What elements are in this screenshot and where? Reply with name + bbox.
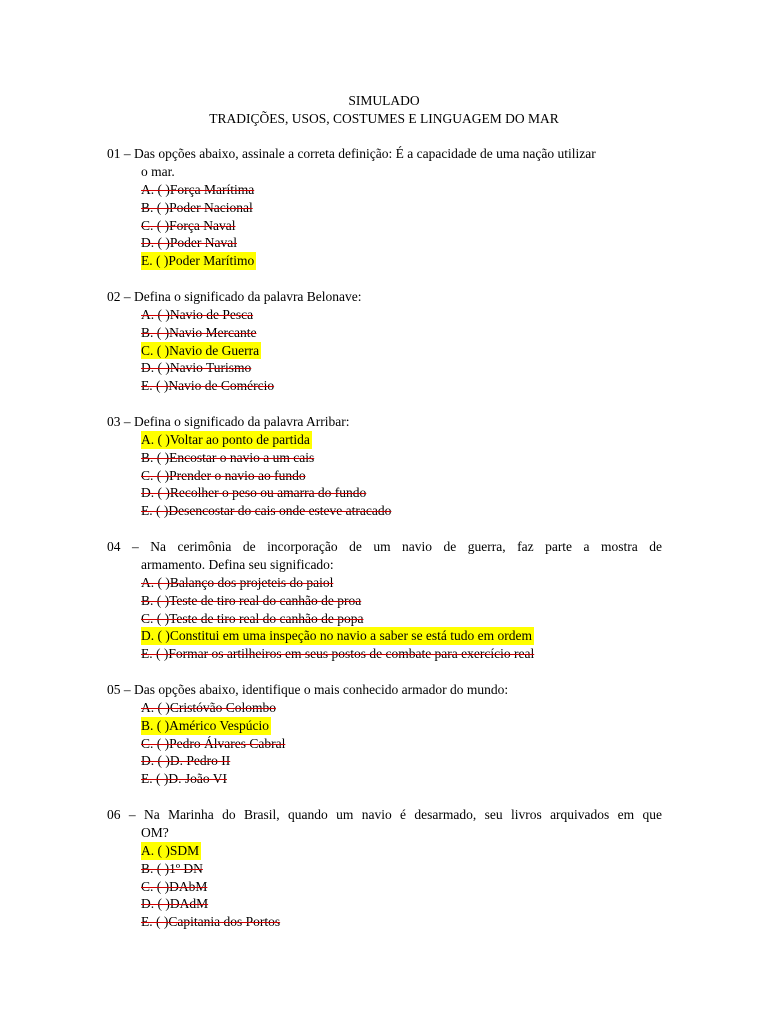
option-label: E. ( )D. João VI (141, 771, 227, 787)
option-a[interactable] (141, 842, 662, 860)
option-list (141, 306, 662, 395)
option-label: A. ( )Força Marítima (141, 182, 255, 197)
option-c[interactable] (141, 342, 662, 360)
question-04 (107, 538, 662, 663)
option-label: B. ( )Encostar o navio a um cais (141, 449, 315, 465)
option-label: E. ( )Formar os artilheiros em seus postos de combate para exercício real (141, 646, 535, 662)
option-list (141, 842, 662, 931)
option-label: B. ( )Américo Vespúcio (141, 717, 269, 733)
option-e[interactable] (141, 913, 662, 931)
option-label: B. ( )Teste de tiro real do canhão de proa (141, 592, 362, 608)
option-label: A. ( )Cristóvão Colombo (141, 700, 276, 715)
option-e[interactable] (141, 770, 662, 788)
option-label: D. ( )Poder Naval (141, 235, 237, 251)
option-label: A. ( )SDM (141, 843, 200, 858)
option-a[interactable] (141, 306, 662, 324)
option-d[interactable] (141, 895, 662, 913)
question-05 (107, 681, 662, 788)
option-b[interactable] (141, 199, 662, 217)
option-label: E. ( )Desencostar do cais onde esteve atracado (141, 503, 392, 519)
option-list (141, 181, 662, 270)
option-label: C. ( )Prender o navio ao fundo (141, 467, 306, 483)
option-label: D. ( )Navio Turismo (141, 360, 252, 376)
option-c[interactable] (141, 735, 662, 753)
question-06 (107, 806, 662, 931)
option-label: A. ( )Navio de Pesca (141, 307, 254, 322)
option-list (141, 431, 662, 520)
option-label: D. ( )Recolher o peso ou amarra do fundo (141, 485, 367, 501)
option-label: C. ( )Pedro Álvares Cabral (141, 735, 286, 751)
option-d[interactable] (141, 234, 662, 252)
option-e[interactable] (141, 377, 662, 395)
option-d[interactable] (141, 484, 662, 502)
option-label: D. ( )D. Pedro II (141, 753, 231, 769)
option-b[interactable] (141, 449, 662, 467)
option-c[interactable] (141, 467, 662, 485)
question-text: 01 – Das opções abaixo, assinale a correta definição: É a capacidade de uma nação utilizar (107, 146, 596, 161)
option-e[interactable] (141, 645, 662, 663)
document-header (0, 92, 768, 128)
option-label: D. ( )Constitui em uma inspeção no navio a saber se está tudo em ordem (141, 628, 533, 644)
option-label: C. ( )Força Naval (141, 217, 236, 233)
question-text-continued: o mar. (141, 164, 175, 179)
question-text: 05 – Das opções abaixo, identifique o mais conhecido armador do mundo: (107, 682, 509, 697)
option-e[interactable] (141, 502, 662, 520)
option-d[interactable] (141, 752, 662, 770)
option-b[interactable] (141, 592, 662, 610)
option-d[interactable] (141, 627, 662, 645)
option-label: A. ( )Voltar ao ponto de partida (141, 432, 310, 447)
option-a[interactable] (141, 431, 662, 449)
question-text-continued: OM? (141, 825, 169, 840)
option-c[interactable] (141, 878, 662, 896)
question-02 (107, 288, 662, 395)
option-label: B. ( )Poder Nacional (141, 199, 253, 215)
option-label: C. ( )Navio de Guerra (141, 342, 260, 358)
option-label: A. ( )Balanço dos projeteis do paiol (141, 575, 334, 590)
option-e[interactable] (141, 252, 662, 270)
option-c[interactable] (141, 217, 662, 235)
question-text: 06 – Na Marinha do Brasil, quando um navio é desarmado, seu livros arquivados em que (107, 807, 662, 822)
option-label: E. ( )Capitania dos Portos (141, 914, 281, 930)
question-text-continued: armamento. Defina seu significado: (141, 557, 334, 572)
option-label: D. ( )DAdM (141, 896, 209, 912)
question-03 (107, 413, 662, 520)
option-label: B. ( )1º DN (141, 860, 203, 876)
question-text: 04 – Na cerimônia de incorporação de um navio de guerra, faz parte a mostra de (107, 539, 662, 554)
option-label: C. ( )DAbM (141, 878, 208, 894)
document-subtitle: TRADIÇÕES, USOS, COSTUMES E LINGUAGEM DO MAR (209, 111, 559, 126)
option-list (141, 574, 662, 663)
option-a[interactable] (141, 181, 662, 199)
option-label: B. ( )Navio Mercante (141, 324, 257, 340)
question-text: 03 – Defina o significado da palavra Arribar: (107, 414, 350, 429)
option-c[interactable] (141, 610, 662, 628)
document-title: SIMULADO (348, 93, 420, 108)
question-01 (107, 145, 662, 270)
option-label: C. ( )Teste de tiro real do canhão de popa (141, 610, 364, 626)
option-b[interactable] (141, 324, 662, 342)
option-d[interactable] (141, 359, 662, 377)
option-a[interactable] (141, 574, 662, 592)
option-a[interactable] (141, 699, 662, 717)
option-b[interactable] (141, 717, 662, 735)
question-text: 02 – Defina o significado da palavra Belonave: (107, 289, 362, 304)
option-b[interactable] (141, 860, 662, 878)
option-list (141, 699, 662, 788)
option-label: E. ( )Poder Marítimo (141, 253, 255, 269)
option-label: E. ( )Navio de Comércio (141, 378, 275, 394)
